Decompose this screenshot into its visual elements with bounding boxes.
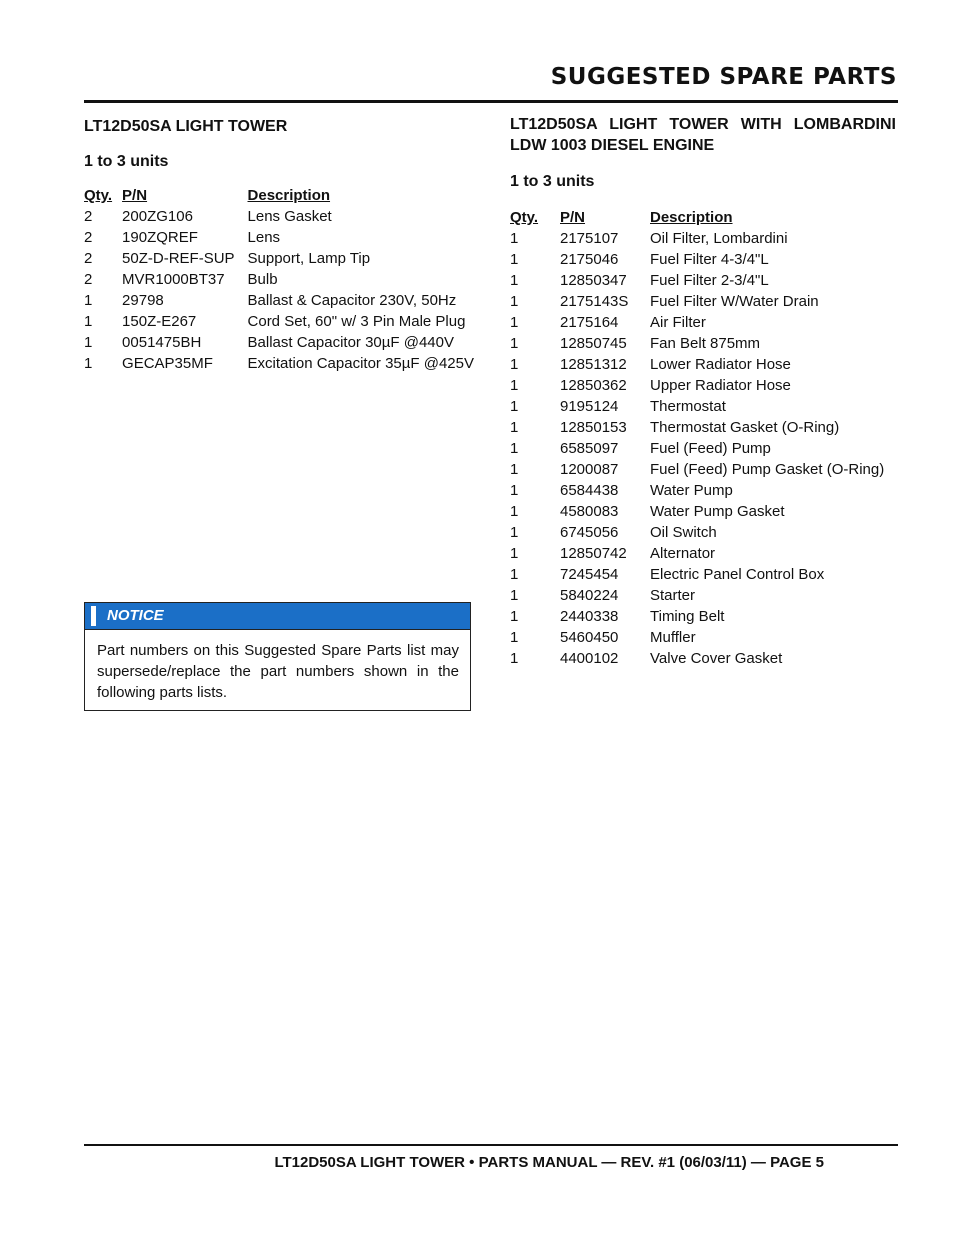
row-part-number: 4580083 — [560, 503, 619, 520]
row-qty: 1 — [510, 461, 519, 478]
right-section-heading: LT12D50SA LIGHT TOWER WITH LOMBARDINI LDW 1003 DIESEL ENGINE — [510, 116, 896, 154]
table-row — [84, 288, 474, 309]
table-row — [510, 520, 884, 541]
pn-header: P/N — [122, 187, 148, 204]
row-description: Upper Radiator Hose — [650, 377, 791, 394]
row-description: Cord Set, 60" w/ 3 Pin Male Plug — [247, 313, 466, 330]
row-part-number: 6745056 — [560, 524, 619, 541]
row-qty: 1 — [510, 398, 519, 415]
row-part-number: 5460450 — [560, 629, 619, 646]
row-description: Lower Radiator Hose — [650, 356, 791, 373]
row-part-number: 12850362 — [560, 377, 627, 394]
row-description: Lens Gasket — [247, 208, 332, 225]
left-table-header — [84, 183, 474, 204]
row-description: Starter — [650, 587, 696, 604]
row-description: Ballast Capacitor 30µF @440V — [247, 334, 454, 351]
row-description: Bulb — [247, 271, 278, 288]
row-qty: 1 — [510, 482, 519, 499]
row-qty: 1 — [84, 313, 93, 330]
left-section-heading: LT12D50SA LIGHT TOWER — [84, 118, 288, 135]
table-row — [510, 625, 884, 646]
row-description: Fuel (Feed) Pump — [650, 440, 771, 457]
row-qty: 1 — [510, 293, 519, 310]
table-row — [84, 267, 474, 288]
right-table-body — [510, 226, 884, 667]
row-part-number: 12851312 — [560, 356, 627, 373]
table-row — [510, 478, 884, 499]
table-row — [510, 562, 884, 583]
right-parts-table — [510, 205, 884, 667]
row-description: Water Pump Gasket — [650, 503, 785, 520]
row-part-number: 150Z-E267 — [122, 313, 197, 330]
table-row — [84, 225, 474, 246]
table-row — [510, 331, 884, 352]
row-part-number: 7245454 — [560, 566, 619, 583]
notice-header — [85, 603, 470, 630]
row-description: Excitation Capacitor 35µF @425V — [247, 355, 474, 372]
row-part-number: 12850347 — [560, 272, 627, 289]
row-qty: 1 — [510, 629, 519, 646]
row-qty: 1 — [510, 524, 519, 541]
right-column — [510, 114, 900, 667]
row-qty: 1 — [510, 503, 519, 520]
row-qty: 1 — [510, 314, 519, 331]
row-qty: 1 — [510, 545, 519, 562]
notice-label: NOTICE — [107, 607, 164, 624]
table-row — [84, 246, 474, 267]
row-qty: 2 — [84, 250, 93, 267]
row-qty: 2 — [84, 271, 93, 288]
table-row — [84, 309, 474, 330]
notice-text: Part numbers on this Suggested Spare Parts list may supersede/replace the part numbers shown in the following parts lists. — [97, 642, 459, 701]
row-part-number: 200ZG106 — [122, 208, 193, 225]
row-description: Oil Filter, Lombardini — [650, 230, 788, 247]
row-part-number: GECAP35MF — [122, 355, 213, 372]
row-description: Oil Switch — [650, 524, 717, 541]
table-row — [510, 499, 884, 520]
row-part-number: 2175143S — [560, 293, 629, 310]
row-part-number: 2175046 — [560, 251, 619, 268]
pn-header: P/N — [560, 209, 586, 226]
row-part-number: 5840224 — [560, 587, 619, 604]
table-row — [510, 604, 884, 625]
row-description: Air Filter — [650, 314, 706, 331]
row-qty: 1 — [510, 377, 519, 394]
row-qty: 2 — [84, 229, 93, 246]
left-column — [84, 114, 474, 372]
row-description: Alternator — [650, 545, 716, 562]
qty-header: Qty. — [510, 209, 539, 226]
table-row — [510, 373, 884, 394]
left-parts-table — [84, 183, 474, 372]
table-row — [84, 330, 474, 351]
row-qty: 1 — [510, 608, 519, 625]
row-qty: 1 — [84, 292, 93, 309]
row-part-number: 6584438 — [560, 482, 619, 499]
row-description: Fuel (Feed) Pump Gasket (O-Ring) — [650, 461, 885, 478]
table-row — [510, 541, 884, 562]
row-description: Fuel Filter W/Water Drain — [650, 293, 819, 310]
row-part-number: 12850153 — [560, 419, 627, 436]
row-qty: 1 — [510, 335, 519, 352]
row-part-number: 4400102 — [560, 650, 619, 667]
table-row — [510, 436, 884, 457]
row-description: Water Pump — [650, 482, 733, 499]
row-part-number: 190ZQREF — [122, 229, 198, 246]
left-table-body — [84, 204, 474, 372]
row-part-number: 2440338 — [560, 608, 619, 625]
table-row — [510, 394, 884, 415]
table-row — [510, 247, 884, 268]
row-part-number: MVR1000BT37 — [122, 271, 225, 288]
row-qty: 1 — [510, 440, 519, 457]
table-row — [510, 415, 884, 436]
table-row — [510, 646, 884, 667]
row-part-number: 12850742 — [560, 545, 627, 562]
row-description: Support, Lamp Tip — [247, 250, 371, 267]
row-qty: 1 — [510, 251, 519, 268]
table-row — [84, 351, 474, 372]
row-part-number: 29798 — [122, 292, 164, 309]
qty-header: Qty. — [84, 187, 113, 204]
row-qty: 1 — [510, 587, 519, 604]
row-part-number: 9195124 — [560, 398, 619, 415]
row-part-number: 12850745 — [560, 335, 627, 352]
row-qty: 1 — [510, 272, 519, 289]
table-row — [510, 352, 884, 373]
row-qty: 1 — [510, 356, 519, 373]
notice-box — [84, 602, 471, 711]
row-part-number: 2175107 — [560, 230, 619, 247]
row-description: Thermostat — [650, 398, 726, 415]
row-part-number: 0051475BH — [122, 334, 202, 351]
row-qty: 1 — [510, 230, 519, 247]
description-header: Description — [650, 209, 733, 226]
row-description: Electric Panel Control Box — [650, 566, 825, 583]
page-footer: LT12D50SA LIGHT TOWER • PARTS MANUAL — REV. #1 (06/03/11) — PAGE 5 — [274, 1154, 824, 1171]
row-description: Muffler — [650, 629, 696, 646]
row-description: Ballast & Capacitor 230V, 50Hz — [247, 292, 457, 309]
row-part-number: 1200087 — [560, 461, 619, 478]
row-qty: 1 — [84, 355, 93, 372]
left-units: 1 to 3 units — [84, 153, 169, 170]
row-part-number: 6585097 — [560, 440, 619, 457]
table-row — [510, 289, 884, 310]
table-row — [510, 226, 884, 247]
row-qty: 1 — [510, 566, 519, 583]
row-description: Timing Belt — [650, 608, 725, 625]
bottom-divider — [84, 1144, 898, 1146]
row-qty: 1 — [510, 419, 519, 436]
right-units: 1 to 3 units — [510, 173, 595, 190]
right-table-header — [510, 205, 884, 226]
table-row — [84, 204, 474, 225]
notice-marker-icon — [91, 606, 96, 626]
row-description: Fuel Filter 2-3/4"L — [650, 272, 769, 289]
row-qty: 2 — [84, 208, 93, 225]
table-row — [510, 310, 884, 331]
table-row — [510, 457, 884, 478]
row-part-number: 2175164 — [560, 314, 619, 331]
page-title: SUGGESTED SPARE PARTS — [550, 64, 897, 90]
row-qty: 1 — [510, 650, 519, 667]
row-description: Fan Belt 875mm — [650, 335, 761, 352]
top-divider — [84, 100, 898, 103]
row-description: Fuel Filter 4-3/4"L — [650, 251, 769, 268]
row-description: Thermostat Gasket (O-Ring) — [650, 419, 840, 436]
table-row — [510, 583, 884, 604]
row-description: Valve Cover Gasket — [650, 650, 783, 667]
description-header: Description — [247, 187, 331, 204]
table-row — [510, 268, 884, 289]
row-qty: 1 — [84, 334, 93, 351]
row-description: Lens — [247, 229, 281, 246]
row-part-number: 50Z-D-REF-SUP — [122, 250, 235, 267]
